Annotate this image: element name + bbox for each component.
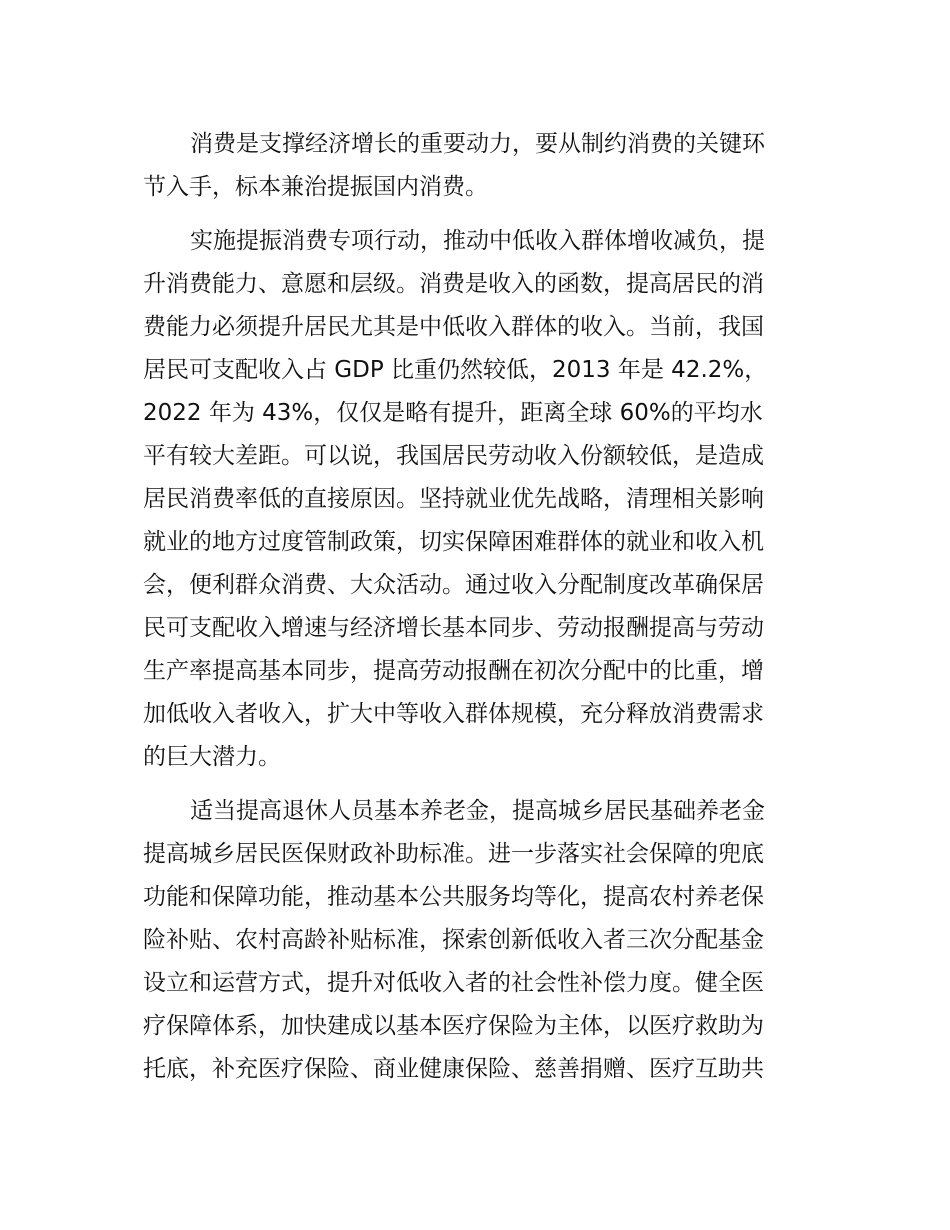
- text-line: 生产率提高基本同步，提高劳动报酬在初次分配中的比重，增: [143, 658, 764, 684]
- text-line: 会，便利群众消费、大众活动。通过收入分配制度改革确保居: [143, 572, 764, 598]
- text-line: 功能和保障功能，推动基本公共服务均等化，提高农村养老保: [143, 884, 764, 910]
- text-line: 升消费能力、意愿和层级。消费是收入的函数，提高居民的消: [143, 271, 764, 297]
- text-line: 实施提振消费专项行动，推动中低收入群体增收减负，提: [190, 228, 765, 254]
- text-line: 就业的地方过度管制政策，切实保障困难群体的就业和收入机: [143, 529, 764, 555]
- text-line: 2022 年为 43%，仅仅是略有提升，距离全球 60%的平均水: [143, 400, 763, 426]
- paragraph-1: [143, 123, 813, 209]
- text-line: 加低收入者收入，扩大中等收入群体规模，充分释放消费需求: [143, 701, 764, 727]
- text-line: 托底，补充医疗保险、商业健康保险、慈善捐赠、医疗互助共: [143, 1056, 764, 1082]
- text-line: 的巨大潜力。: [143, 744, 281, 770]
- text-line: 消费是支撑经济增长的重要动力，要从制约消费的关键环: [190, 131, 765, 157]
- text-line: 险补贴、农村高龄补贴标准，探索创新低收入者三次分配基金: [143, 927, 764, 953]
- text-line: 适当提高退休人员基本养老金，提高城乡居民基础养老金: [190, 798, 765, 824]
- text-line: 费能力必须提升居民尤其是中低收入群体的收入。当前，我国: [143, 314, 764, 340]
- text-line: 提高城乡居民医保财政补助标准。进一步落实社会保障的兜底: [143, 841, 764, 867]
- paragraph-3: [143, 790, 813, 1091]
- text-line: 节入手，标本兼治提振国内消费。: [143, 174, 488, 200]
- paragraph-2: [143, 220, 813, 779]
- text-line: 民可支配收入增速与经济增长基本同步、劳动报酬提高与劳动: [143, 615, 764, 641]
- text-line: 居民消费率低的直接原因。坚持就业优先战略，清理相关影响: [143, 486, 764, 512]
- document-page: [143, 123, 813, 1102]
- text-line: 疗保障体系，加快建成以基本医疗保险为主体，以医疗救助为: [143, 1013, 764, 1039]
- text-line: 居民可支配收入占 GDP 比重仍然较低，2013 年是 42.2%，: [143, 357, 768, 383]
- text-line: 设立和运营方式，提升对低收入者的社会性补偿力度。健全医: [143, 970, 764, 996]
- text-line: 平有较大差距。可以说，我国居民劳动收入份额较低，是造成: [143, 443, 764, 469]
